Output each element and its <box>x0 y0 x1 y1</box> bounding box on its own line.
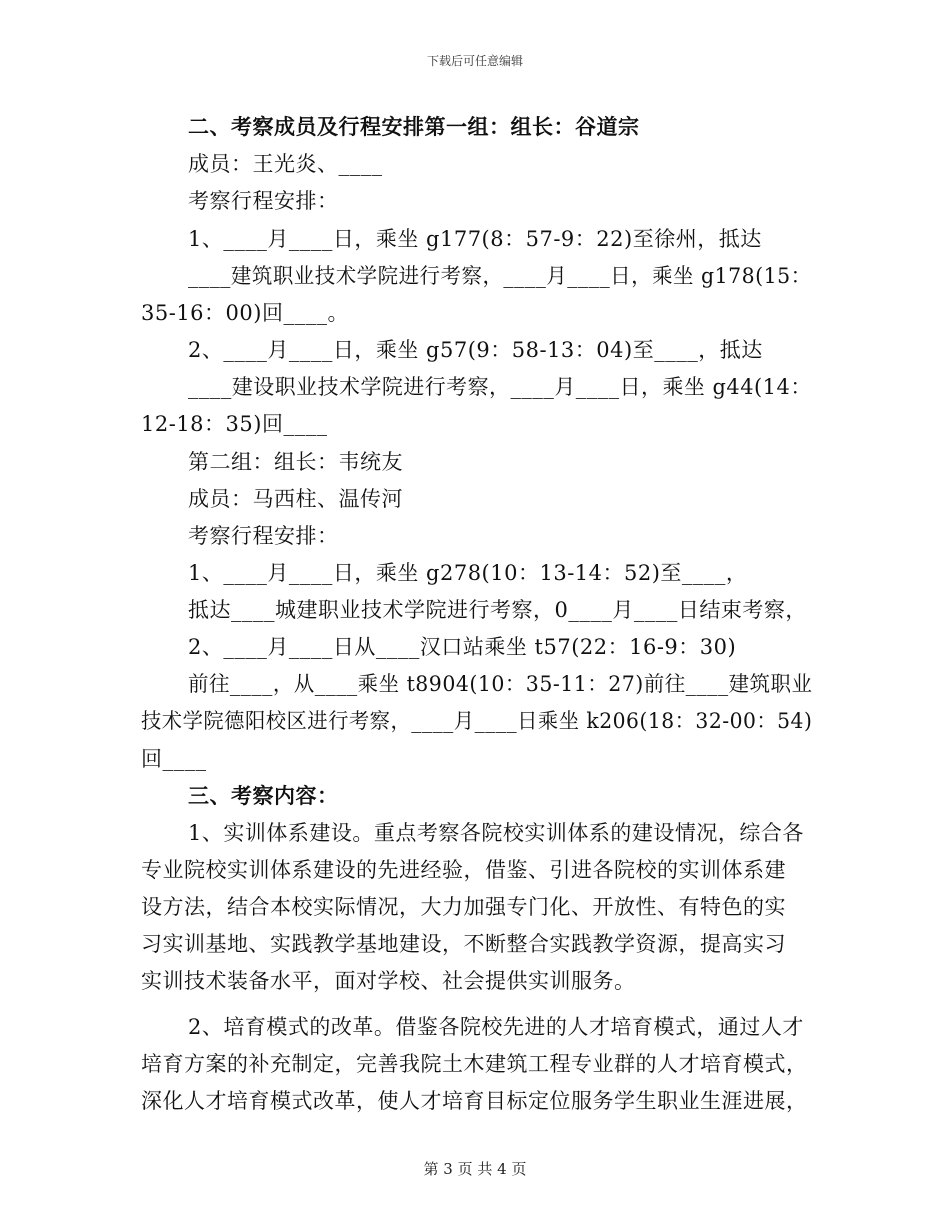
text-line: 35-16：00)回____。 <box>141 301 349 325</box>
text-line: 第二组：组长：韦统友 <box>188 450 403 474</box>
text-line: 培育方案的补充制定，完善我院土木建筑工程专业群的人才培育模式， <box>141 1052 808 1076</box>
text-line: 抵达____城建职业技术学院进行考察，0____月____日结束考察， <box>188 598 807 622</box>
text-line: 2、____月____日从____汉口站乘坐 t57(22：16-9：30) <box>188 635 737 659</box>
text-line: 2、培育模式的改革。借鉴各院校先进的人才培育模式，通过人才 <box>188 1015 804 1039</box>
text-line: 12-18：35)回____ <box>141 412 328 436</box>
text-line: 前往____，从____乘坐 t8904(10：35-11：27)前往____建筑职业 <box>188 672 813 696</box>
text-line: 1、实训体系建设。重点考察各院校实训体系的建设情况，综合各 <box>188 821 804 845</box>
text-line: 成员：马西柱、温传河 <box>188 487 403 511</box>
text-line: 成员：王光炎、____ <box>188 152 383 176</box>
text-line: 习实训基地、实践教学基地建设，不断整合实践教学资源，提高实习 <box>141 932 786 956</box>
section-heading: 二、考察成员及行程安排第一组：组长：谷道宗 <box>188 114 640 139</box>
text-line: 实训技术装备水平，面对学校、社会提供实训服务。 <box>141 969 636 993</box>
text-line: ____建筑职业技术学院进行考察，____月____日，乘坐 g178(15： <box>188 264 812 288</box>
text-line: 设方法，结合本校实际情况，大力加强专门化、开放性、有特色的实 <box>141 895 786 919</box>
text-line: 考察行程安排： <box>188 189 339 213</box>
text-line: 1、____月____日，乘坐 g278(10：13-14：52)至____， <box>188 561 748 585</box>
text-line: 深化人才培育模式改革，使人才培育目标定位服务学生职业生涯进展， <box>141 1089 808 1113</box>
text-line: 专业院校实训体系建设的先进经验，借鉴、引进各院校的实训体系建 <box>141 858 786 882</box>
section-heading: 三、考察内容： <box>188 783 339 808</box>
text-line: 2、____月____日，乘坐 g57(9：58-13：04)至____，抵达 <box>188 338 763 362</box>
text-line: 1、____月____日，乘坐 g177(8：57-9：22)至徐州，抵达 <box>188 227 762 251</box>
text-line: ____建设职业技术学院进行考察，____月____日，乘坐 g44(14： <box>188 375 812 399</box>
text-line: 技术学院德阳校区进行考察，____月____日乘坐 k206(18：32-00：54) <box>141 709 813 733</box>
page-footer: 第 3 页 共 4 页 <box>423 1160 527 1178</box>
text-line: 回____ <box>141 747 207 771</box>
page-header: 下载后可任意编辑 <box>426 54 523 68</box>
text-line: 考察行程安排： <box>188 524 339 548</box>
